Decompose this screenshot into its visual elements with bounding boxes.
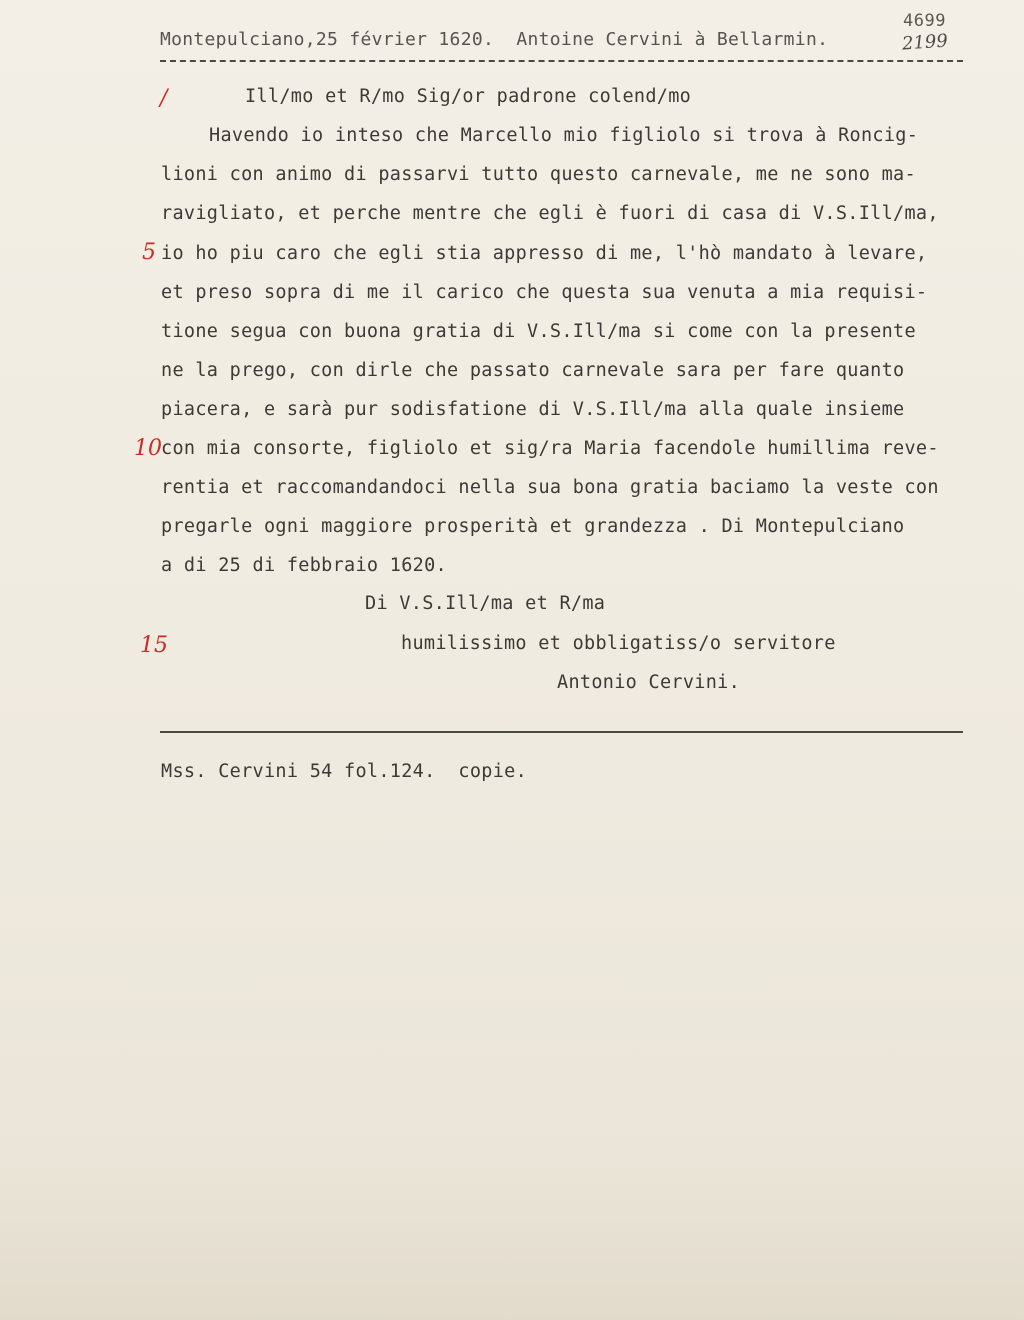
margin-line-number-10: 10 (134, 436, 162, 461)
closing-servant-line: humilissimo et obbligatiss/o servitore (401, 633, 836, 654)
body-line-2: lioni con animo di passarvi tutto questo carnevale, me ne sono ma- (161, 164, 916, 185)
body-line-9: con mia consorte, figliolo et sig/ra Maria facendole humillima reve- (161, 438, 939, 459)
body-line-1: Havendo io inteso che Marcello mio figliolo si trova à Roncig- (209, 125, 919, 146)
body-line-7: ne la prego, con dirle che passato carnevale sara per fare quanto (161, 360, 905, 381)
margin-mark-1: / (160, 86, 168, 111)
page-number: 4699 (903, 11, 946, 31)
closing-line: Di V.S.Ill/ma et R/ma (365, 593, 606, 614)
body-line-3: ravigliato, et perche mentre che egli è fuori di casa di V.S.Ill/ma, (161, 203, 939, 224)
margin-line-number-5: 5 (142, 240, 156, 265)
signature: Antonio Cervini. (557, 672, 741, 693)
salutation: Ill/mo et R/mo Sig/or padrone colend/mo (245, 86, 692, 107)
footer-rule (160, 731, 963, 733)
body-line-4: io ho piu caro che egli stia appresso di me, l'hò mandato à levare, (161, 243, 928, 264)
source-note: Mss. Cervini 54 fol.124. copie. (161, 761, 528, 782)
body-line-12: a di 25 di febbraio 1620. (161, 555, 447, 576)
paper-shading (0, 1160, 1024, 1320)
body-line-10: rentia et raccomandandoci nella sua bona gratia baciamo la veste con (161, 477, 939, 498)
header-line: Montepulciano,25 février 1620. Antoine Cervini à Bellarmin. (160, 29, 829, 50)
body-line-5: et preso sopra di me il carico che questa sua venuta a mia requisi- (161, 282, 928, 303)
margin-line-number-15: 15 (140, 633, 168, 658)
header-dashed-rule (160, 60, 963, 62)
body-line-6: tione segua con buona gratia di V.S.Ill/ma si come con la presente (161, 321, 916, 342)
body-line-8: piacera, e sarà pur sodisfatione di V.S.Ill/ma alla quale insieme (161, 399, 905, 420)
body-line-11: pregarle ogni maggiore prosperità et grandezza . Di Montepulciano (161, 516, 905, 537)
handwritten-number: 2199 (901, 30, 949, 55)
